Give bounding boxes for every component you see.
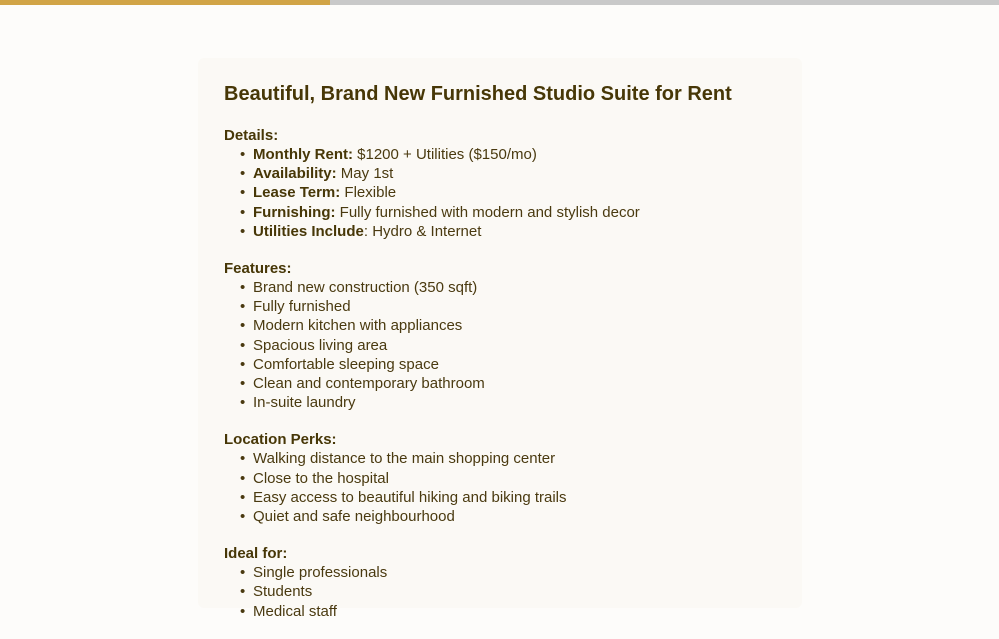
detail-value: : Hydro & Internet: [363, 222, 482, 240]
ideal-item: • Students: [224, 582, 794, 601]
location-item: • Close to the hospital: [224, 469, 794, 488]
details-list: [224, 145, 794, 241]
detail-item-utilities: [224, 222, 794, 241]
location-item: • Walking distance to the main shopping center: [224, 449, 794, 468]
detail-item-lease-term: [224, 183, 794, 202]
ideal-item: • Medical staff: [224, 602, 794, 621]
feature-item: • Spacious living area: [224, 336, 794, 355]
detail-item-monthly-rent: [224, 145, 794, 164]
detail-item-furnishing: [224, 203, 794, 222]
detail-value: Fully furnished with modern and stylish decor: [335, 203, 640, 221]
location-section: [224, 430, 794, 526]
listing-title: Beautiful, Brand New Furnished Studio Suite for Rent: [224, 83, 732, 105]
listing-content: [224, 80, 794, 639]
ideal-item: • Single professionals: [224, 563, 794, 582]
feature-item: • Fully furnished: [224, 297, 794, 316]
detail-key: Monthly Rent:: [253, 146, 353, 163]
features-list: [224, 278, 794, 412]
feature-item: • Modern kitchen with appliances: [224, 316, 794, 335]
location-item: • Quiet and safe neighbourhood: [224, 507, 794, 526]
feature-item: • Clean and contemporary bathroom: [224, 374, 794, 393]
feature-item: • Brand new construction (350 sqft): [224, 278, 794, 297]
detail-value: $1200 + Utilities ($150/mo): [352, 146, 537, 163]
feature-item: • In-suite laundry: [224, 393, 794, 412]
ideal-list: [224, 563, 794, 621]
location-item: • Easy access to beautiful hiking and biking trails: [224, 488, 794, 507]
progress-bar-fill: [0, 0, 330, 5]
progress-bar: [0, 0, 999, 5]
detail-key: Lease Term:: [253, 184, 341, 202]
feature-item: • Comfortable sleeping space: [224, 355, 794, 374]
features-section: [224, 259, 794, 412]
location-heading: Location Perks:: [224, 431, 337, 449]
ideal-section: [224, 544, 794, 621]
detail-value: May 1st: [336, 165, 394, 183]
details-section: [224, 126, 794, 241]
location-list: [224, 449, 794, 526]
detail-key: Furnishing:: [253, 203, 336, 221]
detail-key: Utilities Include: [253, 222, 364, 240]
features-heading: Features:: [224, 260, 292, 278]
ideal-heading: Ideal for:: [224, 545, 288, 563]
detail-key: Availability:: [253, 165, 337, 183]
details-heading: Details:: [224, 127, 279, 144]
detail-value: Flexible: [340, 184, 397, 202]
detail-item-availability: [224, 164, 794, 183]
